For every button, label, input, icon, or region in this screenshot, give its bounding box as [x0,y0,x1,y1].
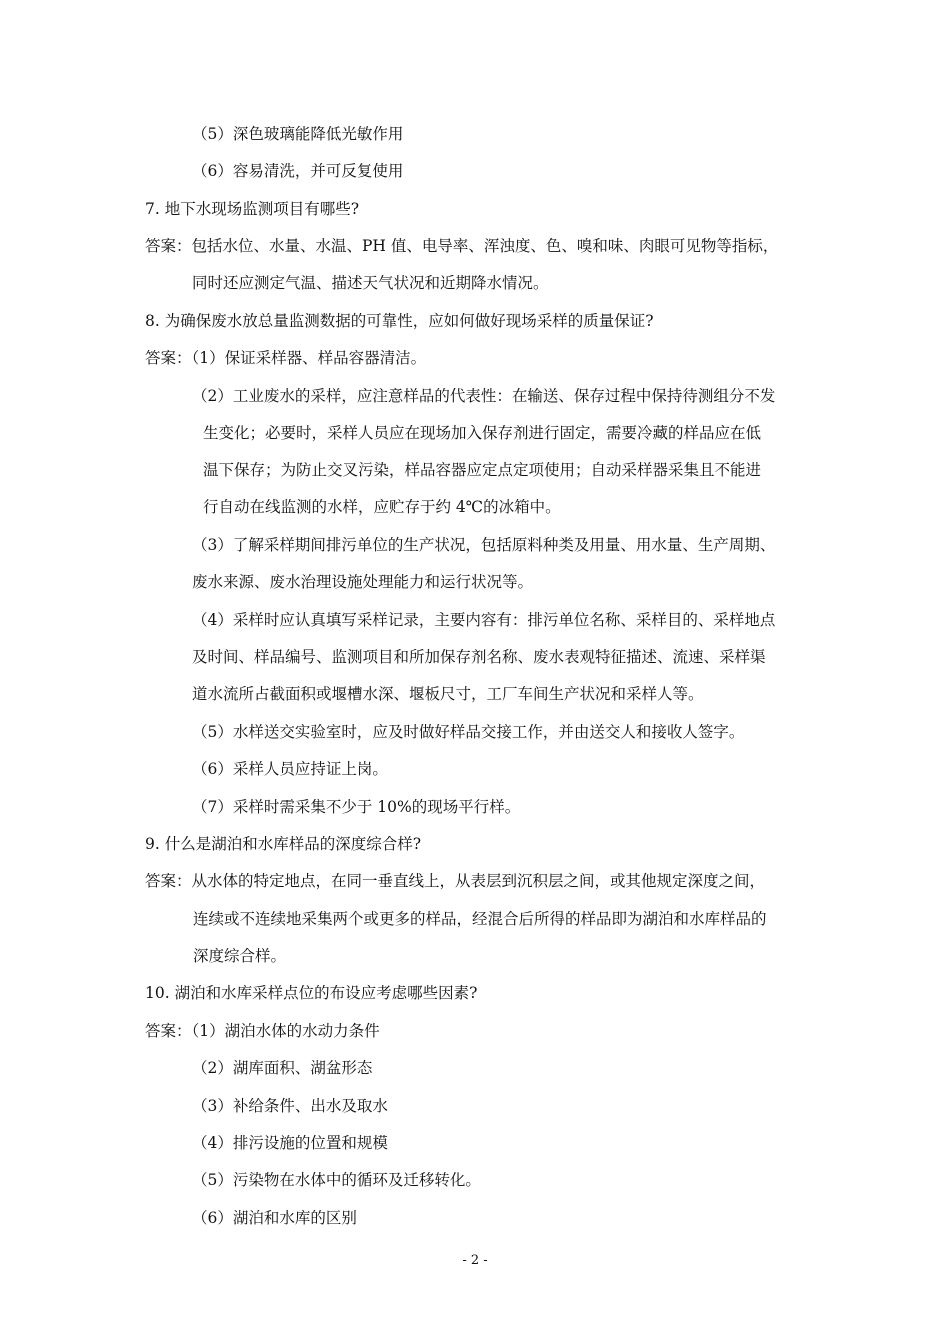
answer-8: 答案：（1）保证采样器、样品容器清洁。 [145,349,427,367]
text-line: 道水流所占截面积或堰槽水深、堰板尺寸，工厂车间生产状况和采样人等。 [192,685,704,703]
text-line: 深度综合样。 [193,947,287,965]
text-line: （5）污染物在水体中的循环及迁移转化。 [192,1171,481,1189]
text-line: 温下保存；为防止交叉污染，样品容器应定点定项使用；自动采样器采集且不能进 [203,461,762,479]
text-line: （2）工业废水的采样，应注意样品的代表性：在输送、保存过程中保持待测组分不发 [192,387,776,405]
text-line: （4）排污设施的位置和规模 [192,1134,388,1152]
text-line: 及时间、样品编号、监测项目和所加保存剂名称、废水表观特征描述、流速、采样渠 [192,648,766,666]
text-line: （7）采样时需采集不少于 10%的现场平行样。 [192,798,521,816]
text-line: （5）水样送交实验室时，应及时做好样品交接工作，并由送交人和接收人签字。 [192,723,745,741]
text-line: （5）深色玻璃能降低光敏作用 [192,125,404,143]
page-number: - 2 - [462,1253,488,1268]
text-line: （6）湖泊和水库的区别 [192,1209,357,1227]
question-9: 9. 什么是湖泊和水库样品的深度综合样? [145,835,422,853]
text-line: 废水来源、废水治理设施处理能力和运行状况等。 [192,573,534,591]
question-7: 7. 地下水现场监测项目有哪些? [145,200,360,218]
text-line: （4）采样时应认真填写采样记录，主要内容有：排污单位名称、采样目的、采样地点 [192,611,776,629]
answer-10: 答案：（1）湖泊水体的水动力条件 [145,1022,380,1040]
text-line: （6）采样人员应持证上岗。 [192,760,388,778]
answer-7: 答案：包括水位、水量、水温、PH 值、电导率、浑浊度、色、嗅和味、肉眼可见物等指标， [145,237,779,255]
question-8: 8. 为确保废水放总量监测数据的可靠性，应如何做好现场采样的质量保证? [145,312,654,330]
text-line: 同时还应测定气温、描述天气状况和近期降水情况。 [192,274,549,292]
text-line: （3）了解采样期间排污单位的生产状况，包括原料种类及用量、用水量、生产周期、 [192,536,776,554]
text-line: 生变化；必要时，采样人员应在现场加入保存剂进行固定，需要冷藏的样品应在低 [203,424,762,442]
text-line: 行自动在线监测的水样，应贮存于约 4℃的冰箱中。 [203,498,561,516]
text-line: 连续或不连续地采集两个或更多的样品，经混合后所得的样品即为湖泊和水库样品的 [193,910,767,928]
question-10: 10. 湖泊和水库采样点位的布设应考虑哪些因素? [145,984,478,1002]
text-line: （2）湖库面积、湖盆形态 [192,1059,373,1077]
answer-9: 答案：从水体的特定地点，在同一垂直线上，从表层到沉积层之间，或其他规定深度之间， [145,872,766,890]
text-line: （6）容易清洗，并可反复使用 [192,162,404,180]
text-line: （3）补给条件、出水及取水 [192,1097,388,1115]
